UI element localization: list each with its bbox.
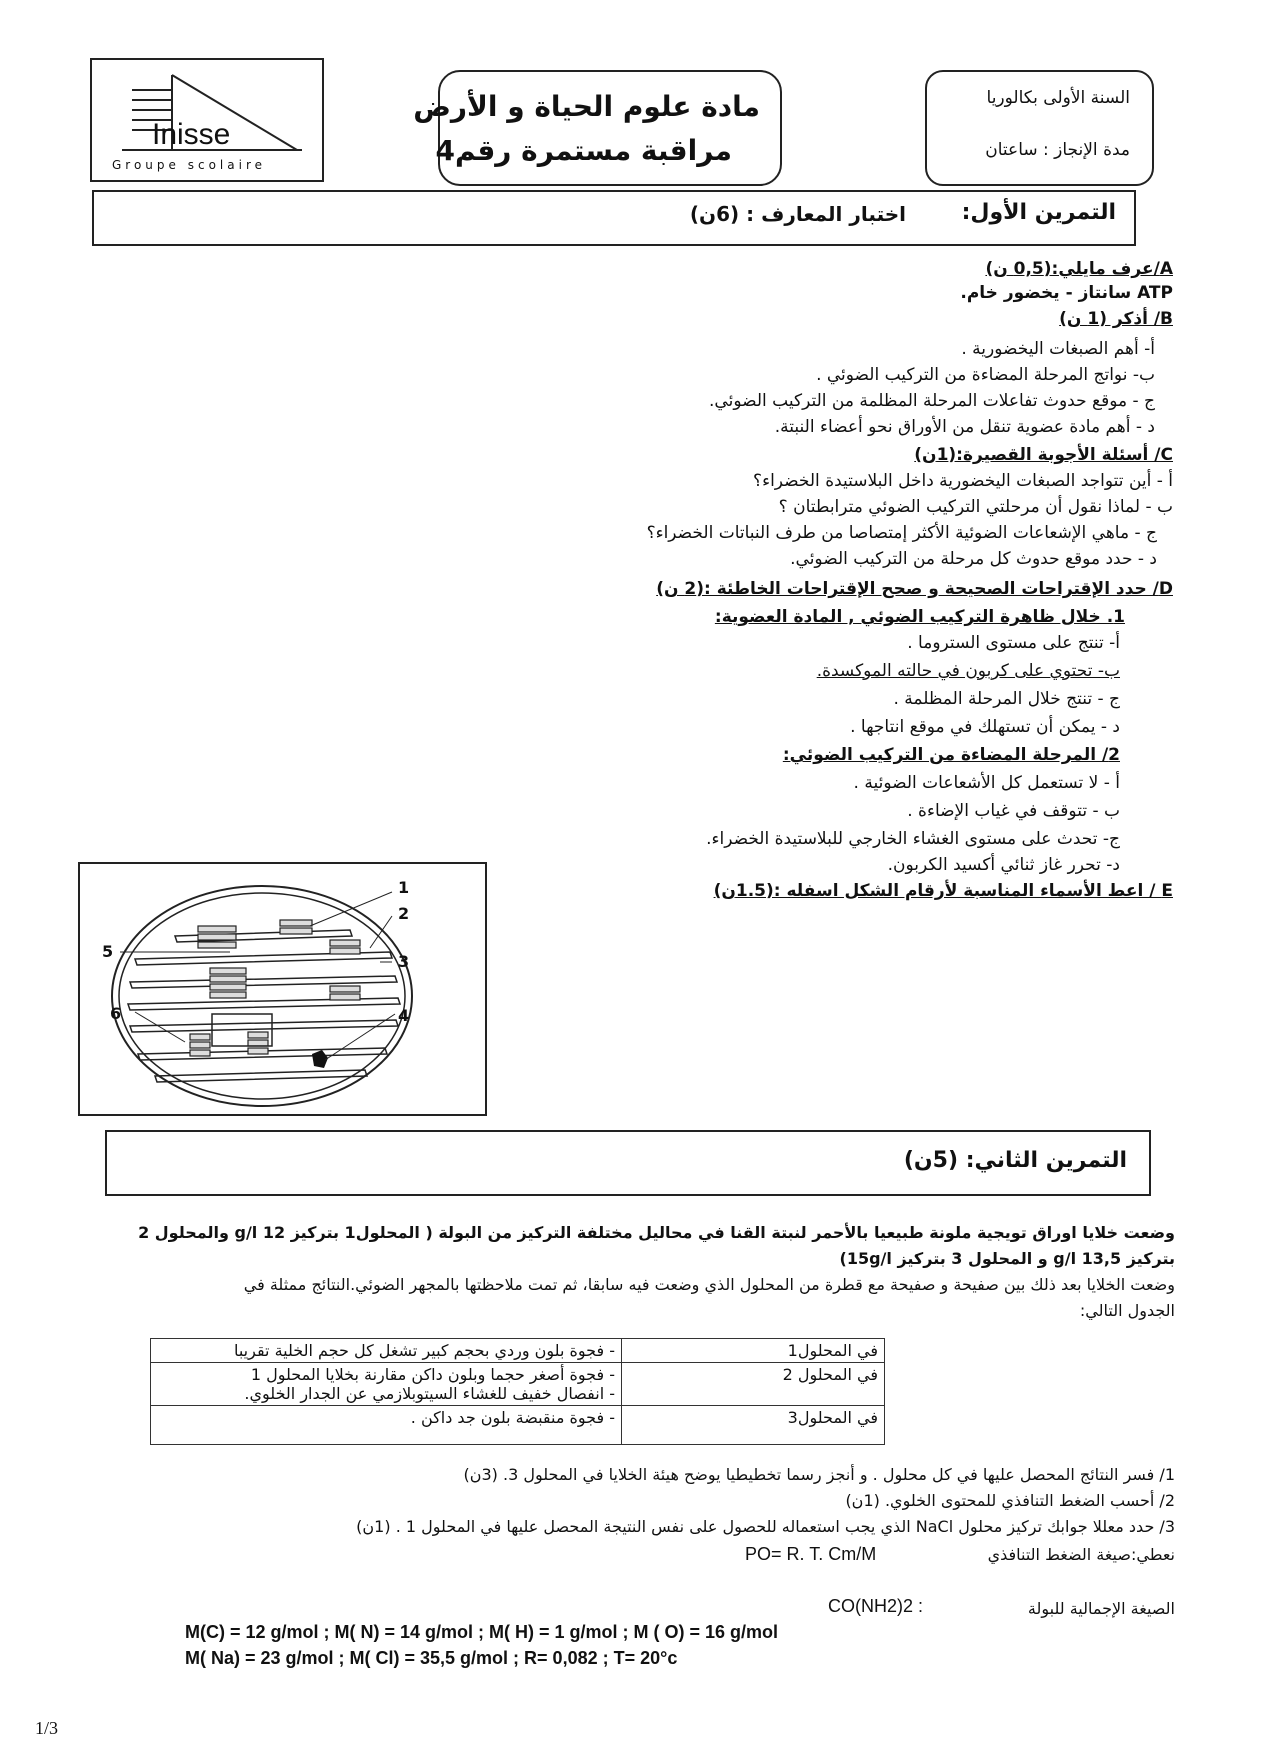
exercise2-intro-line: وضعت الخلايا بعد ذلك بين صفيحة و صفيحة مع قطرة من المحلول الذي وضعت فيه سابقا، ثم تمت ملاحظتها بالمجهر الضوئي.النتائج ممثلة في <box>243 1275 1175 1294</box>
section-d-heading: D/ حدد الإقتراحات الصحيحة و صحح الإقتراحات الخاطئة :(2 ن) <box>656 579 1173 599</box>
table-cell-observation <box>151 1339 622 1363</box>
exercise2-title-box <box>105 1130 1151 1196</box>
level-box <box>925 70 1154 186</box>
table-cell-observation <box>151 1363 622 1406</box>
section-b-item: د - أهم مادة عضوية تنقل من الأوراق نحو أعضاء النبتة. <box>774 417 1155 437</box>
section-b-item: ج - موقع حدوث تفاعلات المرحلة المظلمة من التركيب الضوئي. <box>709 391 1155 411</box>
logo-tagline: Groupe scolaire <box>112 158 266 172</box>
logo-name: Inisse <box>152 118 231 151</box>
level-text: السنة الأولى بكالوريا <box>986 88 1130 108</box>
urea-formula: CO(NH2)2 : <box>828 1596 924 1616</box>
figure-label-2: 2 <box>398 904 410 923</box>
section-c-item: أ - أين تتواجد الصبغات اليخضورية داخل البلاستيدة الخضراء؟ <box>753 471 1173 491</box>
constants-line-1: M(C) = 12 g/mol ; M( N) = 14 g/mol ; M( H) = 1 g/mol ; M ( O) = 16 g/mol <box>185 1622 779 1642</box>
section-d-q2-item: د- تحرر غاز ثنائي أكسيد الكربون. <box>887 855 1120 875</box>
section-c-item: د - حدد موقع حدوث كل مرحلة من التركيب الضوئي. <box>790 549 1157 569</box>
results-table <box>150 1338 885 1445</box>
chloroplast-figure <box>78 862 487 1116</box>
osmotic-formula: PO= R. T. Cm/M <box>745 1544 877 1564</box>
urea-label: الصيغة الإجمالية للبولة <box>1027 1599 1175 1618</box>
table-cell-observation <box>151 1406 622 1445</box>
section-e-heading: E / اعط الأسماء المناسبة لأرقام الشكل اسفله :(1.5ن) <box>713 881 1173 901</box>
subject-title: مادة علوم الحياة و الأرض <box>413 90 760 123</box>
observation-text: - فجوة بلون وردي بحجم كبير تشغل كل حجم الخلية تقريبا <box>233 1341 615 1360</box>
section-c-item: ب - لماذا نقول أن مرحلتي التركيب الضوئي مترابطتان ؟ <box>778 497 1173 517</box>
table-cell-solution: في المحلول 2 <box>622 1363 885 1406</box>
exercise2-title: التمرين الثاني: (5ن) <box>903 1148 1127 1173</box>
exercise1-subtitle: اختبار المعارف : (6ن) <box>689 202 906 226</box>
section-a-heading: A/عرف مايلي:(0,5 ن) <box>985 259 1173 279</box>
section-d-q2-title: 2/ المرحلة المضاءة من التركيب الضوئي: <box>782 745 1120 765</box>
observation-text: - فجوة أصغر حجما وبلون داكن مقارنة بخلايا المحلول 1 <box>250 1365 615 1384</box>
duration-text: مدة الإنجاز : ساعتان <box>985 140 1130 160</box>
figure-label-6: 6 <box>110 1004 122 1023</box>
section-d-q1-item: ج - تنتج خلال المرحلة المظلمة . <box>893 689 1120 709</box>
exercise2-question: 1/ فسر النتائج المحصل عليها في كل محلول . و أنجز رسما تخطيطيا يوضح هيئة الخلايا في المحلول 3. (3ن) <box>463 1465 1175 1484</box>
section-d-q1-item: أ- تنتج على مستوى الستروما . <box>907 633 1120 653</box>
exercise2-question: 3/ حدد معللا جوابك تركيز محلول NaCl الذي يجب استعماله للحصول على نفس النتيجة المحصل عليها في المحلول 1 . (1ن) <box>356 1517 1175 1536</box>
section-d-q2-item: ج- تحدث على مستوى الغشاء الخارجي للبلاستيدة الخضراء. <box>706 829 1120 849</box>
figure-label-1: 1 <box>398 878 410 897</box>
section-d-q2-item: أ - لا تستعمل كل الأشعاعات الضوئية . <box>853 773 1120 793</box>
table-cell-solution: في المحلول3 <box>622 1406 885 1445</box>
table-row <box>151 1406 885 1445</box>
table-row <box>151 1363 885 1406</box>
table-cell-solution: في المحلول1 <box>622 1339 885 1363</box>
observation-text: - فجوة منقبضة بلون جد داكن . <box>410 1408 615 1427</box>
figure-label-4: 4 <box>398 1006 410 1025</box>
exercise2-intro-line: وضعت خلايا اوراق تويجية ملونة طبيعيا بالأحمر لنبتة القنا في محاليل مختلفة التركيز من البولة ( المحلول1 بتركيز 12 g/l والمحلول 2 <box>138 1223 1175 1242</box>
observation-text: - انفصال خفيف للغشاء السيتوبلازمي عن الجدار الخلوي. <box>244 1384 615 1403</box>
exercise2-question: 2/ أحسب الضغط التنافذي للمحتوى الخلوي. (1ن) <box>845 1491 1175 1510</box>
figure-label-3: 3 <box>398 952 410 971</box>
given-label: نعطي:صيغة الضغط التنافذي <box>987 1545 1175 1564</box>
page-number: 1/3 <box>35 1718 59 1738</box>
section-d-q1-title: 1. خلال ظاهرة التركيب الضوئي , المادة العضوية: <box>714 607 1125 627</box>
section-d-q1-item: ب- تحتوي على كربون في حالته الموكسدة. <box>816 661 1120 681</box>
constants-line-2: M( Na) = 23 g/mol ; M( Cl) = 35,5 g/mol ; R= 0,082 ; T= 20°c <box>185 1648 678 1668</box>
section-b-heading: B/ أذكر (1 ن) <box>1059 309 1173 329</box>
section-c-heading: C/ أسئلة الأجوبة القصيرة:(1ن) <box>914 445 1173 465</box>
exercise2-intro-line: الجدول التالي: <box>1079 1301 1175 1320</box>
subject-box <box>413 70 782 186</box>
exercise1-title: التمرين الأول: <box>961 200 1116 225</box>
section-b-item: ب- نواتج المرحلة المضاءة من التركيب الضوئي . <box>816 365 1155 385</box>
exercise1-title-box <box>92 190 1136 246</box>
section-a-terms: ATP سانتاز - يخضور خام. <box>960 283 1173 303</box>
section-b-item: أ- أهم الصبغات اليخضورية . <box>961 339 1155 359</box>
section-d-q1-item: د - يمكن أن تستهلك في موقع انتاجها . <box>850 717 1120 737</box>
figure-label-5: 5 <box>102 942 114 961</box>
section-c-item: ج - ماهي الإشعاعات الضوئية الأكثر إمتصاصا من طرف النباتات الخضراء؟ <box>646 523 1157 543</box>
logo-box <box>90 58 324 182</box>
chloroplast-diagram <box>80 864 485 1114</box>
table-row <box>151 1339 885 1363</box>
section-d-q2-item: ب - تتوقف في غياب الإضاءة . <box>907 801 1120 821</box>
exercise2-intro-line: بتركيز 13,5 g/l و المحلول 3 بتركيز 15g/l) <box>839 1249 1175 1268</box>
exam-title: مراقبة مستمرة رقم4 <box>435 134 732 167</box>
